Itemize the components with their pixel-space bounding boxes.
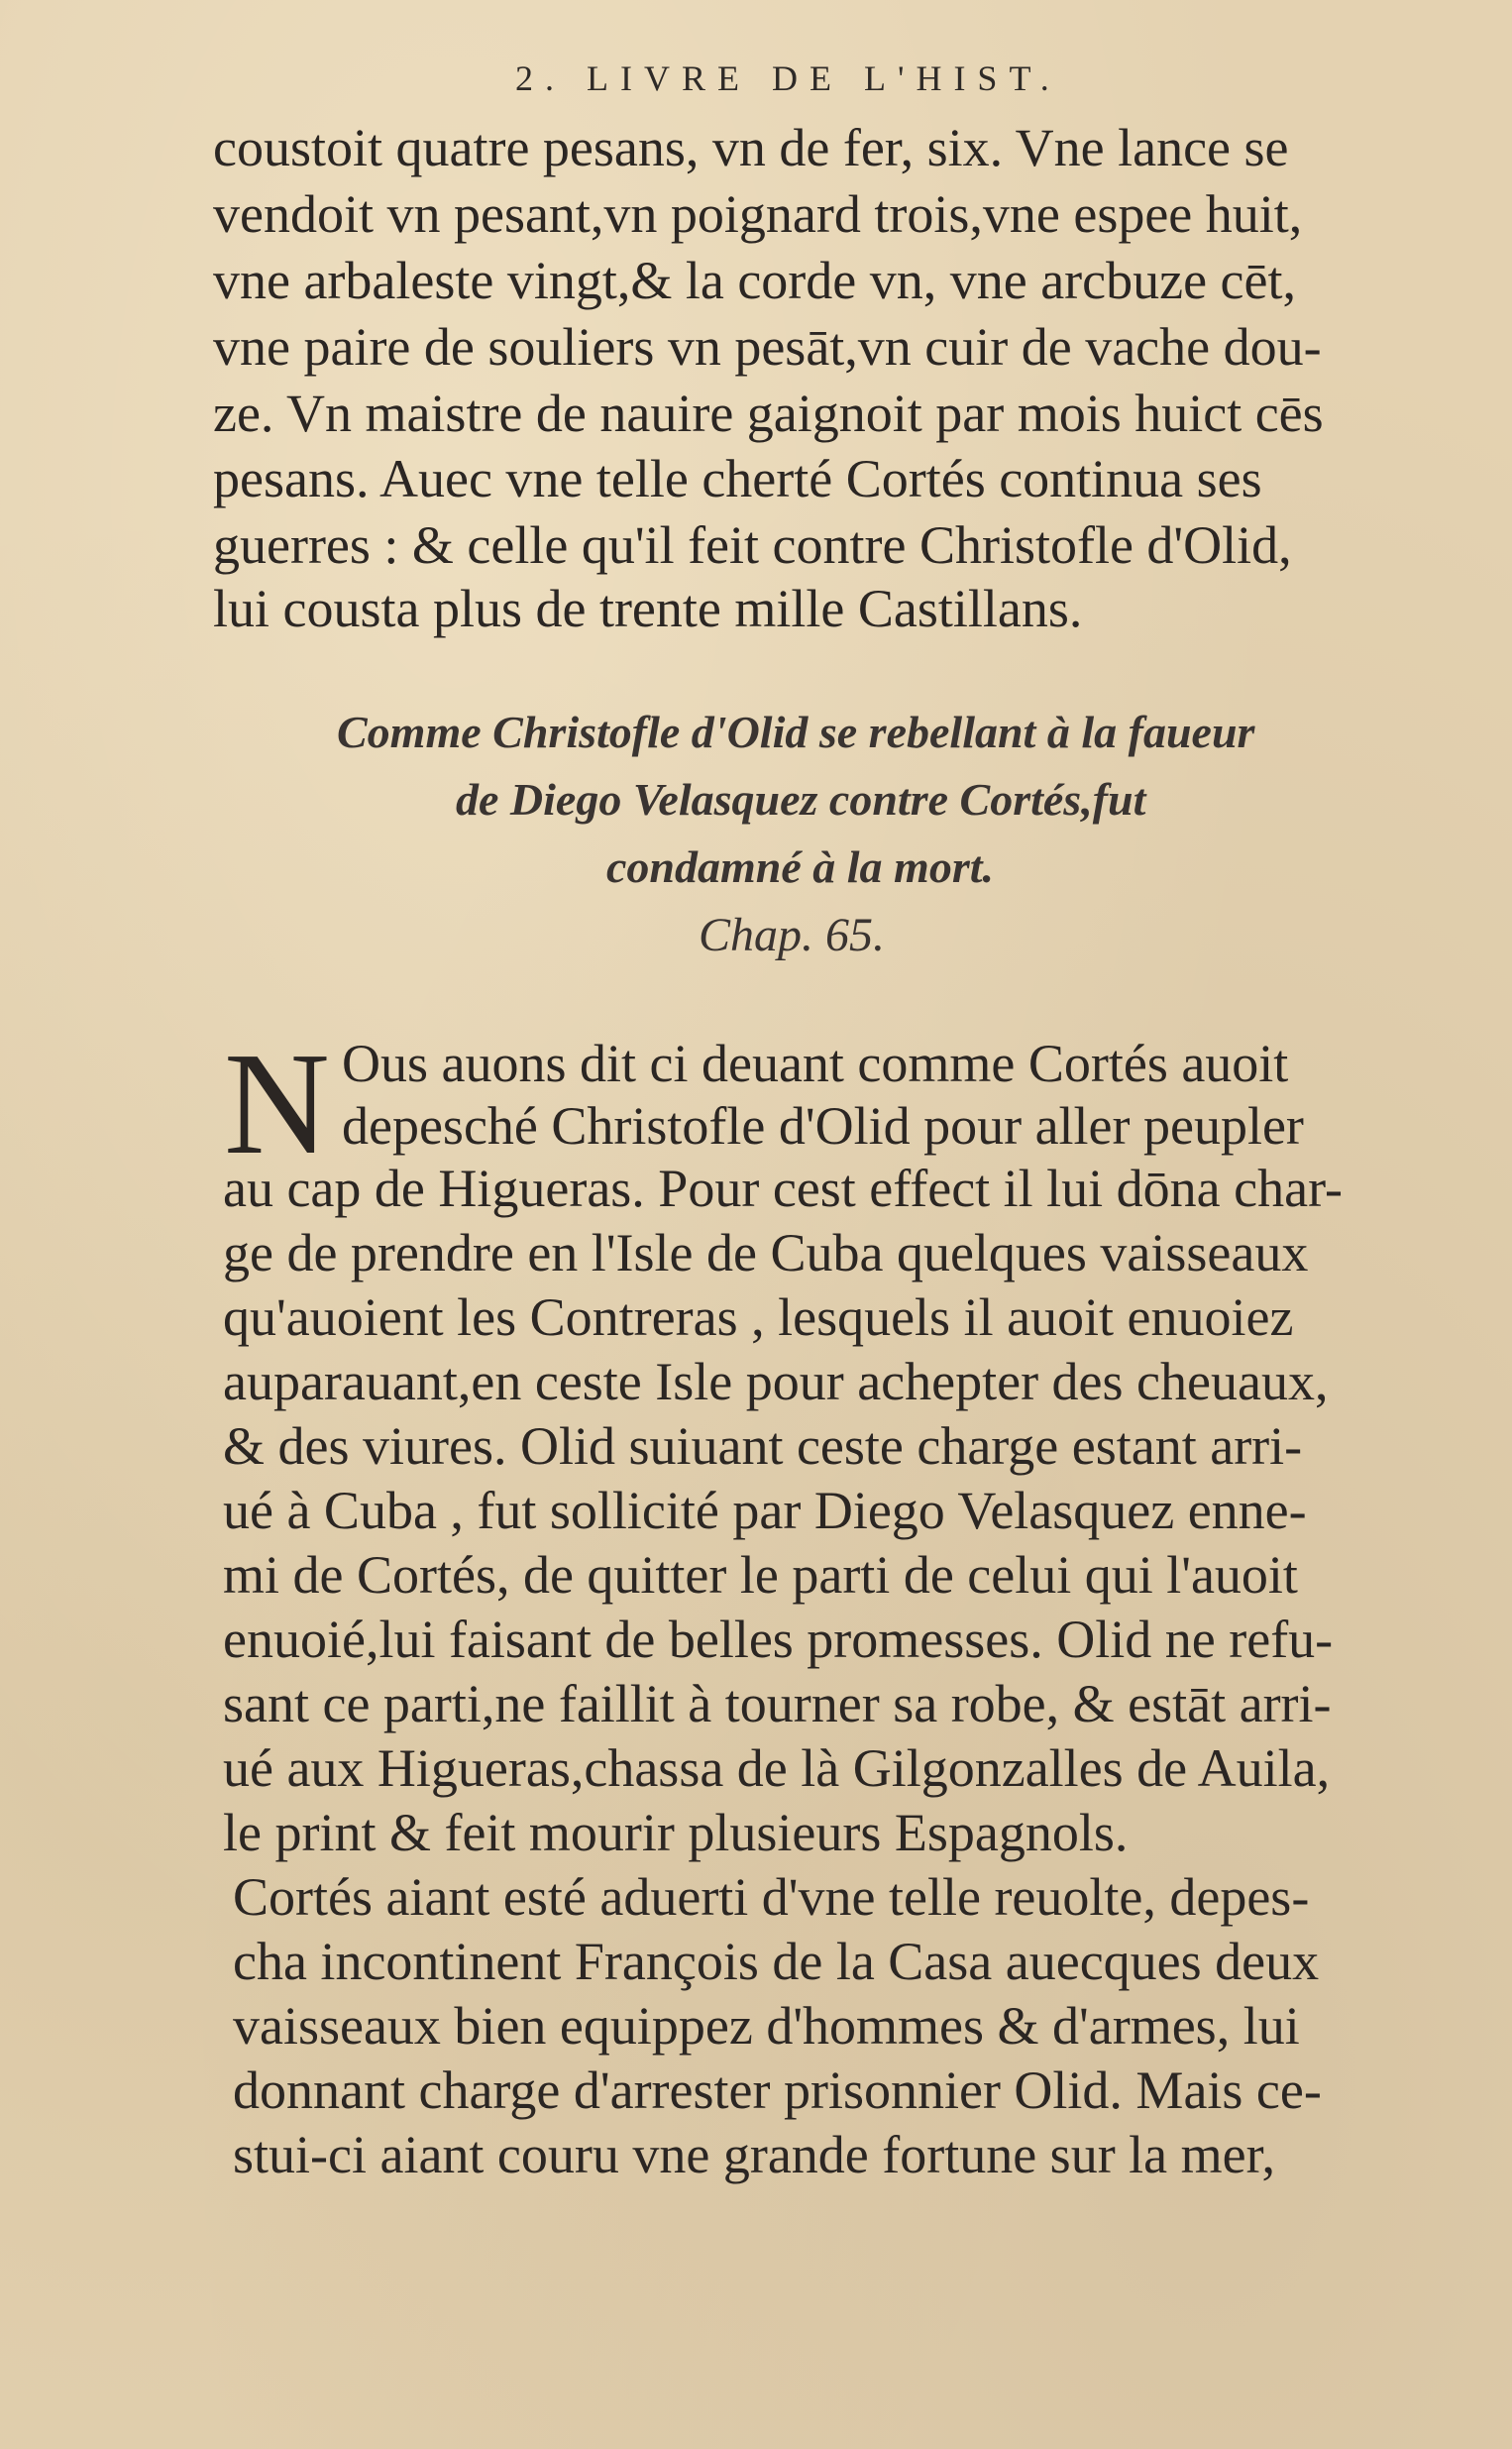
text-line: coustoit quatre pesans, vn de fer, six. Vne lance se <box>213 118 1289 177</box>
text-line: guerres : & celle qu'il feit contre Christofle d'Olid, <box>213 515 1292 575</box>
chapter-number: Chap. 65. <box>699 909 886 961</box>
text-line: vne paire de souliers vn pesāt,vn cuir de vache dou- <box>213 317 1322 377</box>
chapter-heading-line: Comme Christofle d'Olid se rebellant à la faueur <box>337 707 1255 757</box>
text-line: le print & feit mourir plusieurs Espagnols. <box>223 1803 1129 1862</box>
text-line: vaisseaux bien equippez d'hommes & d'armes, lui <box>233 1996 1300 2056</box>
text-line: pesans. Auec vne telle cherté Cortés continua ses <box>213 449 1262 508</box>
text-line: & des viures. Olid suiuant ceste charge estant arri- <box>223 1416 1303 1476</box>
text-line: ze. Vn maistre de nauire gaignoit par mois huict cēs <box>213 384 1324 443</box>
chapter-heading-line: condamné à la mort. <box>606 841 995 892</box>
text-line: enuoié,lui faisant de belles promesses. Olid ne refu- <box>223 1610 1334 1669</box>
text-line: vne arbaleste vingt,& la corde vn, vne arcbuze cēt, <box>213 251 1296 310</box>
chapter-heading-line: de Diego Velasquez contre Cortés,fut <box>456 774 1146 825</box>
text-line: auparauant,en ceste Isle pour achepter des cheuaux, <box>223 1352 1329 1411</box>
text-line: cha incontinent François de la Casa auecques deux <box>233 1932 1320 1991</box>
text-line: vendoit vn pesant,vn poignard trois,vne espee huit, <box>213 184 1303 244</box>
text-line: stui-ci aiant couru vne grande fortune sur la mer, <box>233 2125 1275 2184</box>
text-line: ué aux Higueras,chassa de là Gilgonzalles de Auila, <box>223 1738 1331 1798</box>
text-line: Ous auons dit ci deuant comme Cortés auoit <box>342 1034 1289 1093</box>
text-line: sant ce parti,ne faillit à tourner sa robe, & estāt arri- <box>223 1674 1332 1733</box>
text-line: ué à Cuba , fut sollicité par Diego Velasquez enne- <box>223 1481 1307 1540</box>
text-line: au cap de Higueras. Pour cest effect il lui dōna char- <box>223 1159 1343 1218</box>
text-line: depesché Christofle d'Olid pour aller peupler <box>342 1096 1304 1156</box>
running-head: 2. LIVRE DE L'HIST. <box>515 58 1061 98</box>
text-line: qu'auoient les Contreras , lesquels il auoit enuoiez <box>223 1287 1294 1347</box>
text-line: lui cousta plus de trente mille Castillans. <box>213 579 1083 638</box>
text-line: donnant charge d'arrester prisonnier Olid. Mais ce- <box>233 2060 1322 2120</box>
text-line: ge de prendre en l'Isle de Cuba quelques vaisseaux <box>223 1223 1309 1282</box>
text-line: Cortés aiant esté aduerti d'vne telle reuolte, depes- <box>233 1867 1310 1927</box>
drop-cap: N <box>224 1023 330 1185</box>
text-line: mi de Cortés, de quitter le parti de celui qui l'auoit <box>223 1545 1298 1605</box>
